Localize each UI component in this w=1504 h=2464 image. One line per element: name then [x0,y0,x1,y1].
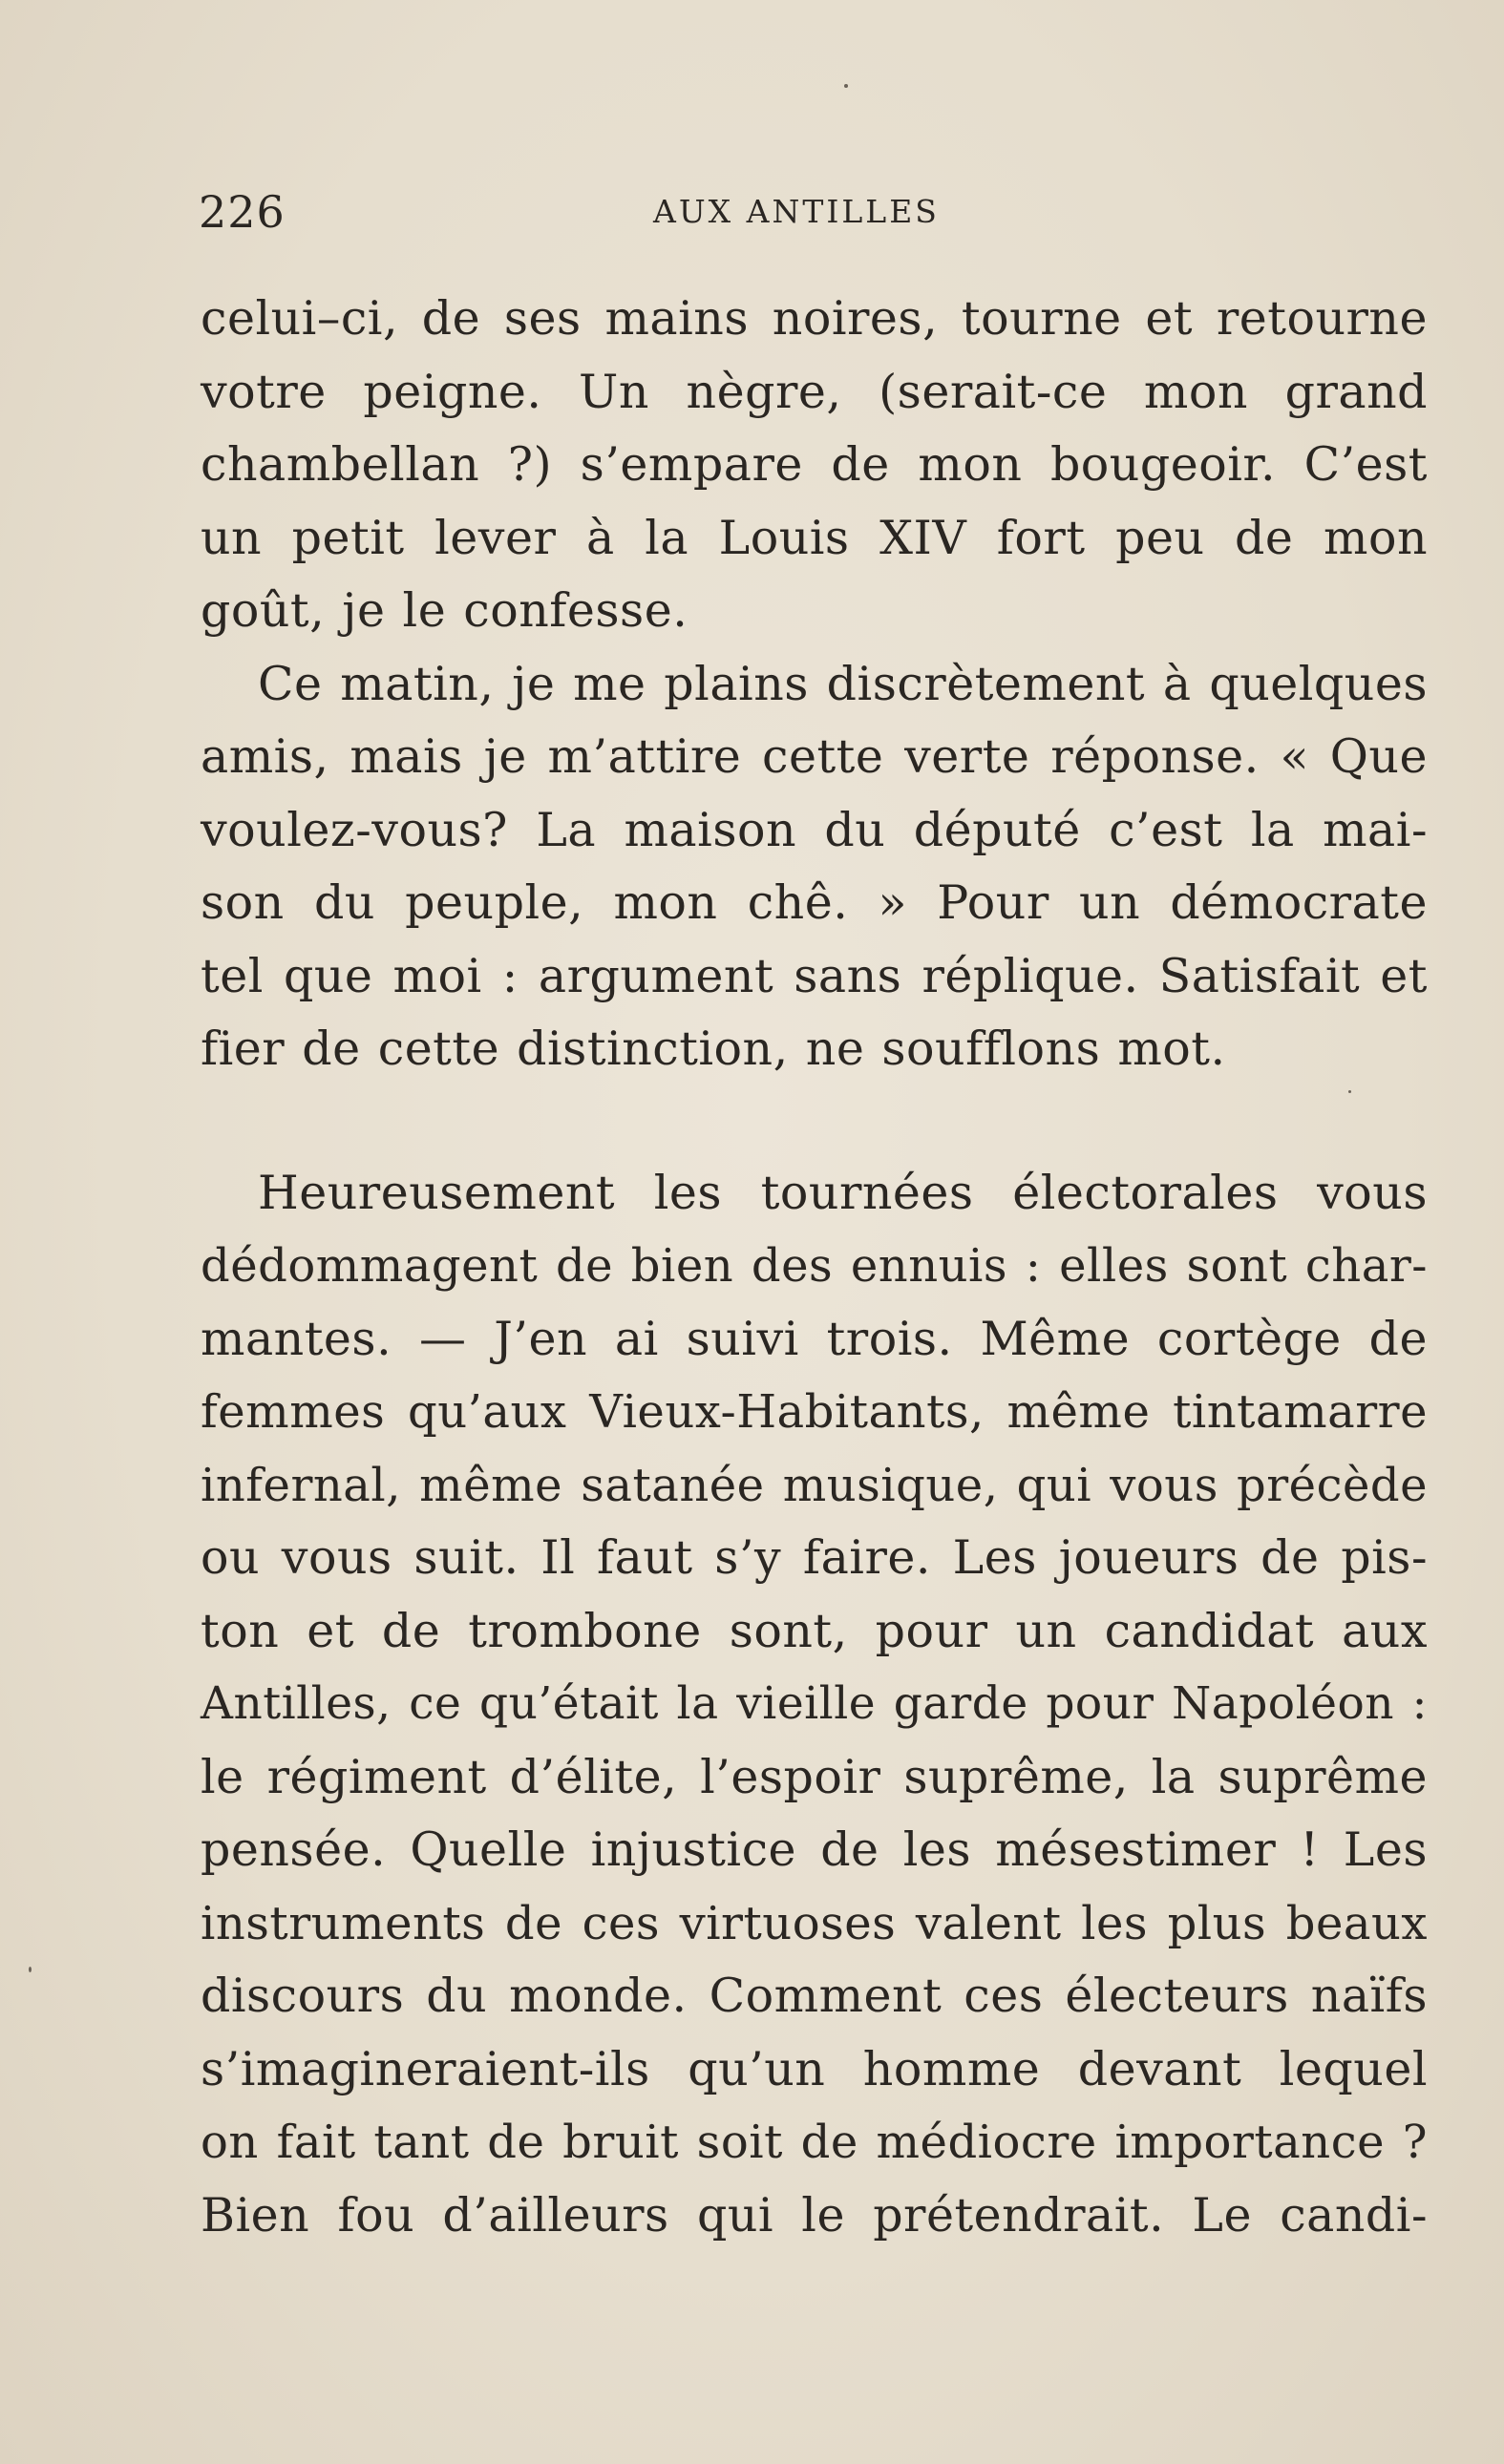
page-number: 226 [199,186,286,238]
paper-speck [29,1967,32,1972]
page-header [199,183,1430,241]
text-line: dédommagent de bien des ennuis : elles sont char- [201,1239,1428,1293]
text-line: son du peuple, mon chê. » Pour un démocrate [201,875,1428,930]
paragraph [201,283,1428,648]
text-line: amis, mais je m’attire cette verte réponse. « Que [201,729,1428,784]
text-line: s’imagineraient-ils qu’un homme devant lequel [201,2041,1428,2096]
paragraph [201,1157,1428,2253]
text-line: Ce matin, je me plains discrètement à quelques [258,656,1428,711]
text-line: pensée. Quelle injustice de les mésestimer ! Les [201,1822,1428,1877]
paper-speck [844,84,848,88]
text-line: Heureusement les tournées électorales vous [258,1165,1428,1220]
text-line: Antilles, ce qu’était la vieille garde pour Napoléon : [201,1677,1428,1730]
text-line: on fait tant de bruit soit de médiocre importance ? [201,2116,1428,2169]
text-line: chambellan ?) s’empare de mon bougeoir. C’est [201,437,1428,492]
text-line: Bien fou d’ailleurs qui le prétendrait. Le candi- [201,2187,1428,2243]
text-line: infernal, même satanée musique, qui vous précède [201,1458,1428,1512]
text-line: tel que moi : argument sans réplique. Satisfait et [201,948,1428,1003]
text-line: le régiment d’élite, l’espoir suprême, la suprême [201,1749,1428,1804]
text-line: ton et de trombone sont, pour un candidat aux [201,1603,1428,1658]
body-text [201,283,1428,2252]
text-line: fier de cette distinction, ne soufflons mot. [201,1021,1226,1076]
text-line: discours du monde. Comment ces électeurs naïfs [201,1969,1428,2023]
paragraph [201,648,1428,1086]
text-line: votre peigne. Un nègre, (serait-ce mon grand [201,364,1428,419]
section-break [201,1086,1428,1157]
text-line: femmes qu’aux Vieux-Habitants, même tintamarre [201,1385,1428,1439]
text-line: ou vous suit. Il faut s’y faire. Les joueurs de pis- [201,1530,1428,1585]
text-line: mantes. — J’en ai suivi trois. Même cortège de [201,1311,1428,1366]
text-line: un petit lever à la Louis XIV fort peu de mon [201,510,1428,565]
text-line: voulez-vous? La maison du député c’est la mai- [201,802,1428,857]
text-line: goût, je le confesse. [201,583,688,638]
running-title: AUX ANTILLES [653,193,940,230]
text-line: instruments de ces virtuoses valent les plus beaux [201,1896,1428,1950]
text-line: celui–ci, de ses mains noires, tourne et retourne [201,291,1428,346]
